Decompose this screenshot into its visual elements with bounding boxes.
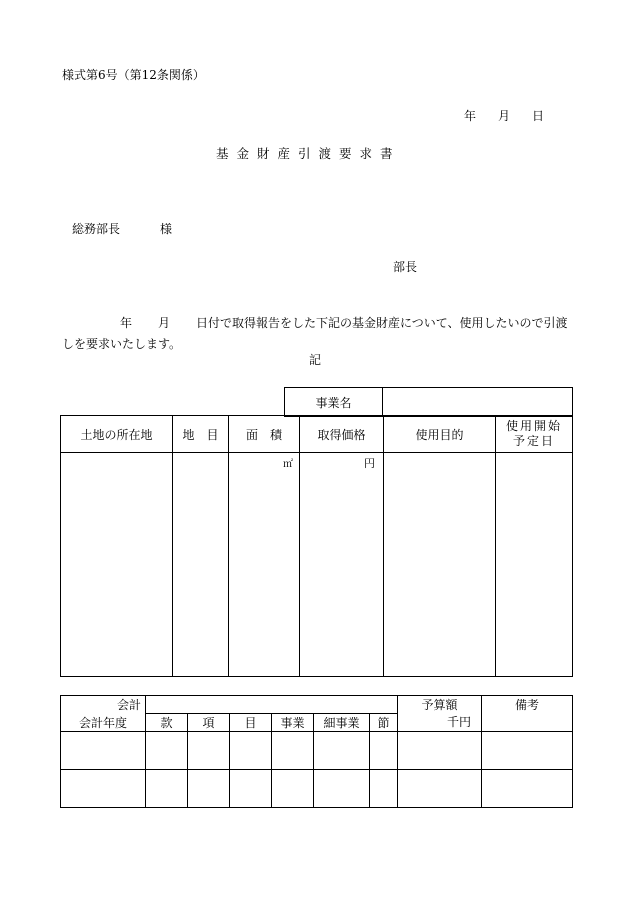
budget-cell[interactable] xyxy=(230,769,272,807)
budget-cell[interactable] xyxy=(398,769,482,807)
addressee xyxy=(72,220,172,237)
price-unit: 円 xyxy=(364,457,375,470)
account-value[interactable] xyxy=(146,696,398,714)
budget-cell[interactable] xyxy=(314,769,370,807)
budget-amount-header: 予算額 千円 xyxy=(398,696,482,732)
cell-start-date[interactable] xyxy=(496,453,573,677)
account-label: 会計 xyxy=(61,696,146,714)
budget-cell[interactable] xyxy=(482,769,573,807)
budget-cell[interactable] xyxy=(146,769,188,807)
budget-cell[interactable] xyxy=(482,731,573,769)
budget-cell[interactable] xyxy=(61,769,146,807)
budget-cell[interactable] xyxy=(61,731,146,769)
body-month: 月 xyxy=(158,316,171,330)
addressee-name: 総務部長 xyxy=(72,222,121,236)
property-table xyxy=(60,415,573,677)
date-line xyxy=(464,107,544,124)
body-text: 日付で取得報告をした下記の基金財産について、使用したいので引渡しを要求いたします。 xyxy=(62,316,568,351)
budget-cell[interactable] xyxy=(188,731,230,769)
document-title: 基金財産引渡要求書 xyxy=(216,146,401,161)
date-day: 日 xyxy=(532,109,545,123)
header-area: 面 積 xyxy=(229,416,300,453)
header-price: 取得価格 xyxy=(300,416,384,453)
budget-cell[interactable] xyxy=(370,731,398,769)
remarks-header: 備考 xyxy=(482,696,573,732)
header-saijigyou: 細事業 xyxy=(314,713,370,731)
header-kan: 款 xyxy=(146,713,188,731)
budget-cell[interactable] xyxy=(314,731,370,769)
fiscal-year-label: 会計年度 xyxy=(61,713,146,731)
budget-cell[interactable] xyxy=(188,769,230,807)
header-kou: 項 xyxy=(188,713,230,731)
form-number: 様式第6号（第12条関係） xyxy=(62,68,205,82)
request-body xyxy=(62,313,574,355)
header-land-category: 地 目 xyxy=(173,416,229,453)
header-moku: 目 xyxy=(230,713,272,731)
header-purpose: 使用目的 xyxy=(384,416,496,453)
cell-location[interactable] xyxy=(61,453,173,677)
budget-cell[interactable] xyxy=(272,731,314,769)
date-month: 月 xyxy=(498,109,511,123)
header-setsu: 節 xyxy=(370,713,398,731)
addressee-honorific: 様 xyxy=(160,222,173,236)
cell-land-category[interactable] xyxy=(173,453,229,677)
budget-cell[interactable] xyxy=(370,769,398,807)
budget-cell[interactable] xyxy=(398,731,482,769)
header-location: 土地の所在地 xyxy=(61,416,173,453)
business-name-label: 事業名 xyxy=(285,388,383,417)
budget-cell[interactable] xyxy=(230,731,272,769)
business-name-value[interactable] xyxy=(383,388,573,417)
date-year: 年 xyxy=(464,109,477,123)
cell-purpose[interactable] xyxy=(384,453,496,677)
business-name-table xyxy=(284,387,573,417)
cell-area[interactable] xyxy=(229,453,300,677)
requester-dept: 部長 xyxy=(393,260,418,274)
area-unit: ㎡ xyxy=(283,459,293,470)
budget-cell[interactable] xyxy=(272,769,314,807)
cell-price[interactable] xyxy=(300,453,384,677)
budget-cell[interactable] xyxy=(146,731,188,769)
body-year: 年 xyxy=(120,316,133,330)
budget-table xyxy=(60,695,573,808)
header-start-date: 使用開始 予定日 xyxy=(496,416,573,453)
ki-heading: 記 xyxy=(309,353,322,367)
header-jigyou: 事業 xyxy=(272,713,314,731)
